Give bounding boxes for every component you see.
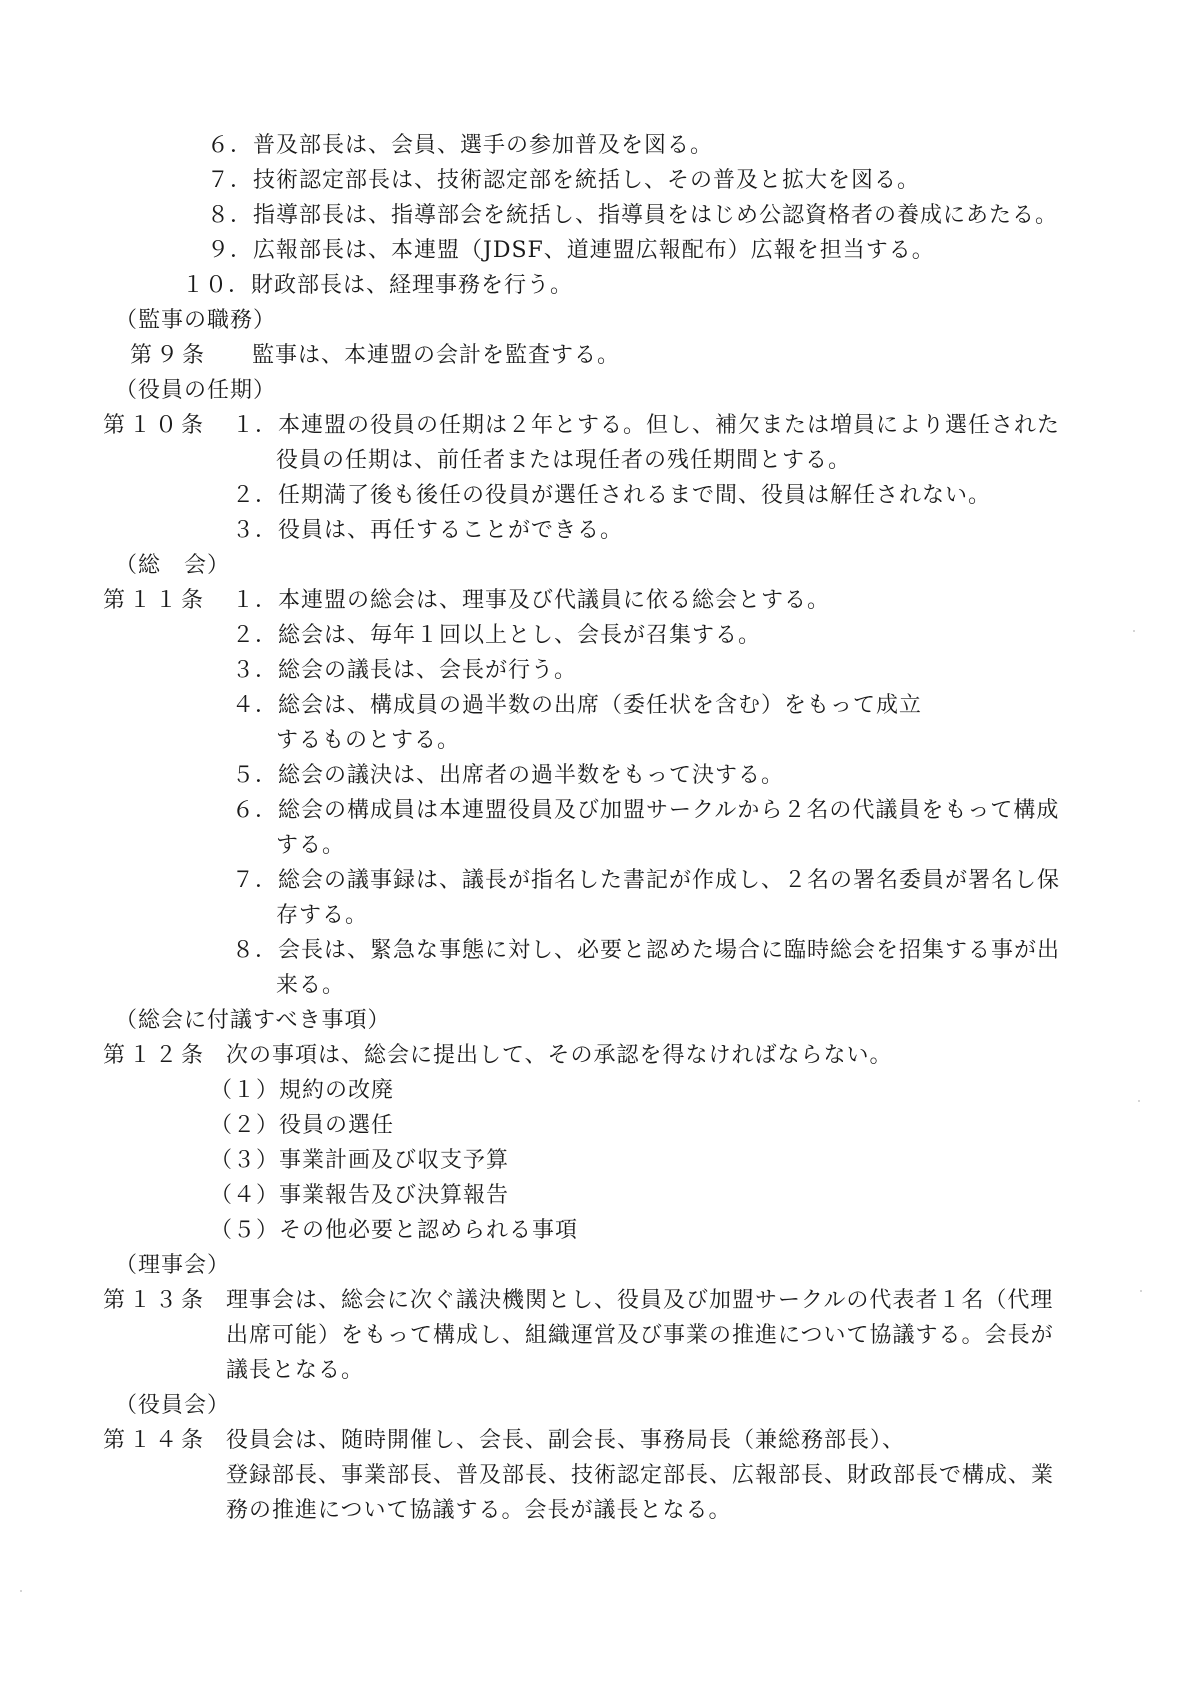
article-14-text: 役員会は、随時開催し、会長、副会長、事務局長（兼総務部長）、 <box>226 1428 906 1453</box>
article-12-number: 第１２条 <box>103 1043 208 1068</box>
article-12-text: 次の事項は、総会に提出して、その承認を得なければならない。 <box>226 1043 893 1068</box>
duty-line-10: １０．財政部長は、経理事務を行う。 <box>182 273 574 298</box>
duty-line-6: ６．普及部長は、会員、選手の参加普及を図る。 <box>207 133 714 158</box>
article-9-heading: （監事の職務） <box>115 308 277 333</box>
article-13-number: 第１３条 <box>103 1288 208 1313</box>
scan-speck <box>20 1590 22 1592</box>
duty-line-9: ９．広報部長は、本連盟（JDSF、道連盟広報配布）広報を担当する。 <box>207 238 935 263</box>
article-13-heading: （理事会） <box>115 1253 231 1278</box>
article-11-number: 第１１条 <box>103 588 208 613</box>
article-14-text-cont: 登録部長、事業部長、普及部長、技術認定部長、広報部長、財政部長で構成、業 <box>226 1463 1055 1488</box>
article-11-clause-2: ２．総会は、毎年１回以上とし、会長が召集する。 <box>232 623 762 648</box>
duty-line-8: ８．指導部長は、指導部会を統括し、指導員をはじめ公認資格者の養成にあたる。 <box>207 203 1059 228</box>
article-10-heading: （役員の任期） <box>115 378 277 403</box>
article-11-clause-8-cont: 来る。 <box>276 973 346 998</box>
article-12-heading: （総会に付議すべき事項） <box>115 1008 391 1033</box>
article-13-text-cont: 出席可能）をもって構成し、組織運営及び事業の推進について協議する。会長が <box>226 1323 1054 1348</box>
article-11-clause-7: ７．総会の議事録は、議長が指名した書記が作成し、２名の署名委員が署名し保 <box>232 868 1061 893</box>
scan-speck <box>1140 1290 1142 1292</box>
article-14-number: 第１４条 <box>103 1428 208 1453</box>
article-11-clause-5: ５．総会の議決は、出席者の過半数をもって決する。 <box>232 763 785 788</box>
article-12-item: （４）事業報告及び決算報告 <box>210 1183 510 1208</box>
duty-line-7: ７．技術認定部長は、技術認定部を統括し、その普及と拡大を図る。 <box>207 168 921 193</box>
article-13-text: 理事会は、総会に次ぐ議決機関とし、役員及び加盟サークルの代表者１名（代理 <box>226 1288 1054 1313</box>
article-14-text-cont: 務の推進について協議する。会長が議長となる。 <box>226 1498 732 1523</box>
article-11-clause-4: ４．総会は、構成員の過半数の出席（委任状を含む）をもって成立 <box>232 693 923 718</box>
article-9-number: 第９条 <box>130 343 209 368</box>
article-12-item: （５）その他必要と認められる事項 <box>210 1218 579 1243</box>
article-11-clause-6: ６．総会の構成員は本連盟役員及び加盟サークルから２名の代議員をもって構成 <box>232 798 1060 823</box>
article-11-clause-1: １．本連盟の総会は、理事及び代議員に依る総会とする。 <box>232 588 831 613</box>
article-10-clause-3: ３．役員は、再任することができる。 <box>232 518 624 543</box>
scan-speck <box>1133 630 1135 632</box>
article-10-clause-1-cont: 役員の任期は、前任者または現任者の残任期間とする。 <box>276 448 852 473</box>
article-11-clause-4-cont: するものとする。 <box>276 728 461 753</box>
article-10-clause-1: １．本連盟の役員の任期は２年とする。但し、補欠または増員により選任された <box>232 413 1061 438</box>
article-11-clause-7-cont: 存する。 <box>276 903 369 928</box>
article-12-item: （３）事業計画及び収支予算 <box>210 1148 510 1173</box>
article-11-clause-8: ８．会長は、緊急な事態に対し、必要と認めた場合に臨時総会を招集する事が出 <box>232 938 1061 963</box>
article-12-item: （２）役員の選任 <box>210 1113 395 1138</box>
article-11-clause-6-cont: する。 <box>276 833 346 858</box>
article-13-text-cont: 議長となる。 <box>226 1358 365 1383</box>
article-10-clause-2: ２．任期満了後も後任の役員が選任されるまで間、役員は解任されない。 <box>232 483 992 508</box>
article-9-text: 監事は、本連盟の会計を監査する。 <box>252 343 621 368</box>
article-11-heading: （総 会） <box>115 553 231 578</box>
scan-speck <box>1138 1100 1140 1102</box>
article-12-item: （１）規約の改廃 <box>210 1078 395 1103</box>
article-11-clause-3: ３．総会の議長は、会長が行う。 <box>232 658 578 683</box>
article-10-number: 第１０条 <box>103 413 208 438</box>
article-14-heading: （役員会） <box>115 1393 231 1418</box>
